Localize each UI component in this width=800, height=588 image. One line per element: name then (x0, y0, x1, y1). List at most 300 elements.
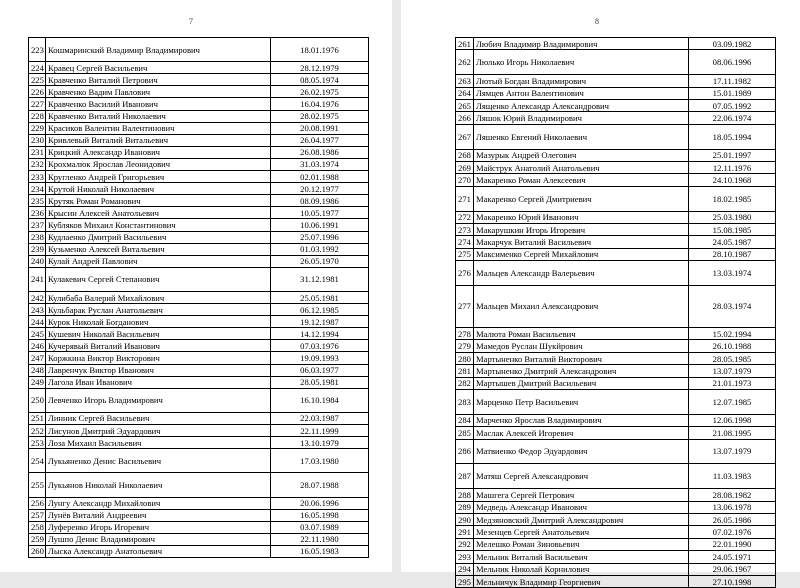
birth-date: 28.03.1974 (689, 285, 776, 327)
birth-date: 07.03.1976 (271, 340, 369, 352)
person-name: Мальцев Михаил Александрович (474, 285, 689, 327)
row-number: 232 (29, 158, 46, 170)
table-row (29, 62, 369, 74)
person-name: Лушпо Денис Владимирович (46, 533, 271, 545)
row-number: 265 (456, 99, 474, 111)
person-name: Кушевич Николай Васильевич (46, 328, 271, 340)
row-number: 237 (29, 219, 46, 231)
table-row (456, 464, 776, 489)
birth-date: 22.01.1990 (689, 538, 776, 550)
table-row (29, 98, 369, 110)
birth-date: 18.02.1985 (689, 186, 776, 211)
row-number: 227 (29, 98, 46, 110)
row-number: 278 (456, 328, 474, 340)
table-row (29, 134, 369, 146)
row-number: 244 (29, 316, 46, 328)
birth-date: 25.05.1981 (271, 291, 369, 303)
person-name: Лютый Богдан Владимирович (474, 75, 689, 87)
row-number: 269 (456, 161, 474, 173)
row-number: 247 (29, 352, 46, 364)
table-row (29, 533, 369, 545)
birth-date: 10.05.1977 (271, 207, 369, 219)
birth-date: 28.05.1981 (271, 376, 369, 388)
table-row (456, 149, 776, 161)
person-name: Макаренко Роман Алексеевич (474, 174, 689, 186)
row-number: 248 (29, 364, 46, 376)
table-row (29, 304, 369, 316)
table-row (456, 340, 776, 352)
table-row (456, 99, 776, 111)
person-name: Кошмаринский Владимир Владимирович (46, 38, 271, 62)
person-name: Мальцев Александр Валерьевич (474, 261, 689, 286)
row-number: 250 (29, 388, 46, 412)
row-number: 254 (29, 449, 46, 473)
person-name: Лунгу Александр Михайлович (46, 497, 271, 509)
row-number: 275 (456, 248, 474, 260)
person-name: Кравченко Вадим Павлович (46, 86, 271, 98)
person-name: Красиков Валентин Валентинович (46, 122, 271, 134)
table-row (456, 551, 776, 563)
birth-date: 28.07.1988 (271, 473, 369, 497)
person-name: Мартыненко Виталий Викторович (474, 352, 689, 364)
person-name: Крицкий Александр Иванович (46, 146, 271, 158)
person-name: Кузьменко Алексей Витальевич (46, 243, 271, 255)
birth-date: 01.03.1992 (271, 243, 369, 255)
person-name: Люлько Игорь Николаевич (474, 50, 689, 75)
table-row (29, 473, 369, 497)
row-number: 258 (29, 521, 46, 533)
document-page-right (401, 0, 800, 587)
person-name: Лукьянов Николай Николаевич (46, 473, 271, 497)
table-row (29, 412, 369, 424)
row-number: 257 (29, 509, 46, 521)
birth-date: 08.06.1996 (689, 50, 776, 75)
birth-date: 07.02.1976 (689, 526, 776, 538)
birth-date: 28.05.1985 (689, 352, 776, 364)
person-list-table (455, 37, 776, 588)
table-row (29, 352, 369, 364)
person-name: Мельничук Владимир Георгиевич (474, 575, 689, 587)
row-number: 226 (29, 86, 46, 98)
row-number: 241 (29, 267, 46, 291)
row-number: 252 (29, 425, 46, 437)
row-number: 288 (456, 489, 474, 501)
row-number: 289 (456, 501, 474, 513)
birth-date: 13.07.1979 (689, 365, 776, 377)
birth-date: 13.10.1979 (271, 437, 369, 449)
table-row (456, 161, 776, 173)
person-name: Ляшок Юрий Владимирович (474, 112, 689, 124)
table-row (456, 112, 776, 124)
table-row (456, 538, 776, 550)
table-row (456, 526, 776, 538)
table-row (29, 74, 369, 86)
table-row (29, 195, 369, 207)
birth-date: 06.03.1977 (271, 364, 369, 376)
row-number: 266 (456, 112, 474, 124)
person-name: Лукьяненко Денис Васильевич (46, 449, 271, 473)
row-number: 292 (456, 538, 474, 550)
birth-date: 28.08.1982 (689, 489, 776, 501)
table-body (29, 38, 369, 558)
person-name: Лисунов Дмитрий Эдуардович (46, 425, 271, 437)
birth-date: 16.05.1998 (271, 509, 369, 521)
table-row (29, 291, 369, 303)
row-number: 259 (29, 533, 46, 545)
table-row (456, 261, 776, 286)
table-row (456, 352, 776, 364)
person-name: Кубляков Михаил Константинович (46, 219, 271, 231)
row-number: 263 (456, 75, 474, 87)
table-row (29, 146, 369, 158)
row-number: 277 (456, 285, 474, 327)
row-number: 295 (456, 575, 474, 587)
person-name: Кулай Андрей Павлович (46, 255, 271, 267)
person-name: Максименко Сергей Михайлович (474, 248, 689, 260)
birth-date: 26.05.1970 (271, 255, 369, 267)
person-name: Кулакевич Сергей Степанович (46, 267, 271, 291)
table-row (29, 316, 369, 328)
birth-date: 25.03.1980 (689, 211, 776, 223)
row-number: 229 (29, 122, 46, 134)
table-row (456, 414, 776, 426)
birth-date: 19.12.1987 (271, 316, 369, 328)
birth-date: 24.05.1987 (689, 236, 776, 248)
birth-date: 28.02.1975 (271, 110, 369, 122)
row-number: 274 (456, 236, 474, 248)
person-name: Майструк Анатолий Анатольевич (474, 161, 689, 173)
row-number: 272 (456, 211, 474, 223)
birth-date: 10.06.1991 (271, 219, 369, 231)
row-number: 245 (29, 328, 46, 340)
table-row (29, 122, 369, 134)
row-number: 243 (29, 304, 46, 316)
birth-date: 08.09.1986 (271, 195, 369, 207)
person-name: Луференко Игорь Игоревич (46, 521, 271, 533)
row-number: 262 (456, 50, 474, 75)
person-name: Лященко Александр Александрович (474, 99, 689, 111)
person-name: Маслак Алексей Игоревич (474, 427, 689, 439)
person-name: Кравченко Виталий Петрович (46, 74, 271, 86)
row-number: 285 (456, 427, 474, 439)
birth-date: 07.05.1992 (689, 99, 776, 111)
person-name: Макаренко Юрий Иванович (474, 211, 689, 223)
person-name: Марценко Петр Васильевич (474, 389, 689, 414)
person-name: Мезенцев Сергей Анатольевич (474, 526, 689, 538)
table-row (29, 231, 369, 243)
birth-date: 26.02.1975 (271, 86, 369, 98)
page-number: 8 (595, 17, 599, 26)
row-number: 294 (456, 563, 474, 575)
table-row (456, 87, 776, 99)
person-name: Лыска Александр Анатольевич (46, 545, 271, 557)
person-name: Кудлаенко Дмитрий Васильевич (46, 231, 271, 243)
person-name: Коржкина Виктор Викторович (46, 352, 271, 364)
row-number: 286 (456, 439, 474, 464)
row-number: 225 (29, 74, 46, 86)
table-row (456, 211, 776, 223)
table-row (29, 425, 369, 437)
person-name: Малюта Роман Васильевич (474, 328, 689, 340)
row-number: 256 (29, 497, 46, 509)
person-name: Марченко Ярослав Владимирович (474, 414, 689, 426)
row-number: 261 (456, 38, 474, 50)
birth-date: 12.11.1976 (689, 161, 776, 173)
birth-date: 13.03.1974 (689, 261, 776, 286)
row-number: 293 (456, 551, 474, 563)
person-name: Медзяновский Дмитрий Александрович (474, 513, 689, 525)
row-number: 273 (456, 223, 474, 235)
row-number: 240 (29, 255, 46, 267)
person-name: Мамедов Руслан Шукйрович (474, 340, 689, 352)
person-name: Линник Сергей Васильевич (46, 412, 271, 424)
row-number: 276 (456, 261, 474, 286)
table-row (456, 236, 776, 248)
birth-date: 29.06.1967 (689, 563, 776, 575)
birth-date: 24.05.1971 (689, 551, 776, 563)
birth-date: 13.06.1978 (689, 501, 776, 513)
row-number: 228 (29, 110, 46, 122)
person-name: Лямцев Антон Валентинович (474, 87, 689, 99)
person-name: Левченко Игорь Владимирович (46, 388, 271, 412)
birth-date: 06.12.1985 (271, 304, 369, 316)
table-row (29, 521, 369, 533)
row-number: 280 (456, 352, 474, 364)
birth-date: 08.05.1974 (271, 74, 369, 86)
table-row (456, 50, 776, 75)
birth-date: 22.06.1974 (689, 112, 776, 124)
row-number: 231 (29, 146, 46, 158)
row-number: 230 (29, 134, 46, 146)
row-number: 233 (29, 171, 46, 183)
table-row (29, 388, 369, 412)
table-row (456, 575, 776, 587)
table-row (29, 328, 369, 340)
person-name: Мельник Виталий Васильевич (474, 551, 689, 563)
person-name: Кравченко Василий Иванович (46, 98, 271, 110)
table-row (456, 389, 776, 414)
table-row (29, 110, 369, 122)
person-name: Макарчук Виталий Васильевич (474, 236, 689, 248)
page-number: 7 (189, 17, 193, 26)
table-row (29, 243, 369, 255)
birth-date: 03.07.1989 (271, 521, 369, 533)
table-row (456, 75, 776, 87)
birth-date: 21.08.1995 (689, 427, 776, 439)
row-number: 290 (456, 513, 474, 525)
table-row (456, 174, 776, 186)
row-number: 239 (29, 243, 46, 255)
birth-date: 25.07.1996 (271, 231, 369, 243)
table-row (456, 124, 776, 149)
table-row (29, 38, 369, 62)
row-number: 255 (29, 473, 46, 497)
birth-date: 13.07.1979 (689, 439, 776, 464)
birth-date: 31.12.1981 (271, 267, 369, 291)
birth-date: 16.04.1976 (271, 98, 369, 110)
table-row (29, 183, 369, 195)
row-number: 270 (456, 174, 474, 186)
table-row (456, 223, 776, 235)
person-name: Макаренко Сергей Дмитриевич (474, 186, 689, 211)
birth-date: 11.03.1983 (689, 464, 776, 489)
person-name: Мелешко Роман Зиновьевич (474, 538, 689, 550)
person-name: Машгега Сергей Петрович (474, 489, 689, 501)
birth-date: 17.03.1980 (271, 449, 369, 473)
person-name: Макарушкин Игорь Игоревич (474, 223, 689, 235)
table-row (456, 501, 776, 513)
person-name: Крутой Николай Николаевич (46, 183, 271, 195)
person-name: Лагола Иван Иванович (46, 376, 271, 388)
row-number: 223 (29, 38, 46, 62)
row-number: 264 (456, 87, 474, 99)
person-name: Мартыненко Дмитрий Александрович (474, 365, 689, 377)
person-name: Матвиенко Федор Эдуардович (474, 439, 689, 464)
person-name: Медведь Александр Иванович (474, 501, 689, 513)
row-number: 234 (29, 183, 46, 195)
birth-date: 16.05.1983 (271, 545, 369, 557)
row-number: 236 (29, 207, 46, 219)
table-row (29, 86, 369, 98)
person-list-table (28, 37, 369, 558)
birth-date: 28.12.1979 (271, 62, 369, 74)
person-name: Ляшенко Евгений Николаевич (474, 124, 689, 149)
person-name: Мазурык Андрей Олегович (474, 149, 689, 161)
table-row (29, 364, 369, 376)
birth-date: 26.04.1977 (271, 134, 369, 146)
table-body (456, 38, 776, 588)
row-number: 238 (29, 231, 46, 243)
table-row (456, 377, 776, 389)
table-row (456, 513, 776, 525)
birth-date: 15.08.1985 (689, 223, 776, 235)
birth-date: 21.01.1973 (689, 377, 776, 389)
birth-date: 12.07.1985 (689, 389, 776, 414)
birth-date: 20.08.1991 (271, 122, 369, 134)
birth-date: 26.10.1988 (689, 340, 776, 352)
person-name: Кульбарак Руслан Анатольевич (46, 304, 271, 316)
birth-date: 25.01.1997 (689, 149, 776, 161)
person-name: Крохмалюк Ярослав Леонидович (46, 158, 271, 170)
birth-date: 19.09.1993 (271, 352, 369, 364)
birth-date: 17.11.1982 (689, 75, 776, 87)
birth-date: 22.11.1980 (271, 533, 369, 545)
row-number: 235 (29, 195, 46, 207)
row-number: 251 (29, 412, 46, 424)
table-row (456, 439, 776, 464)
table-row (29, 545, 369, 557)
birth-date: 02.01.1988 (271, 171, 369, 183)
document-page-left (0, 0, 392, 572)
row-number: 267 (456, 124, 474, 149)
row-number: 249 (29, 376, 46, 388)
table-row (29, 171, 369, 183)
birth-date: 28.10.1987 (689, 248, 776, 260)
row-number: 260 (29, 545, 46, 557)
birth-date: 18.01.1976 (271, 38, 369, 62)
row-number: 224 (29, 62, 46, 74)
row-number: 268 (456, 149, 474, 161)
row-number: 279 (456, 340, 474, 352)
table-row (29, 376, 369, 388)
row-number: 246 (29, 340, 46, 352)
birth-date: 24.10.1968 (689, 174, 776, 186)
birth-date: 27.10.1998 (689, 575, 776, 587)
person-name: Матяш Сергей Александрович (474, 464, 689, 489)
birth-date: 31.03.1974 (271, 158, 369, 170)
table-row (29, 497, 369, 509)
person-name: Любич Владимир Владимирович (474, 38, 689, 50)
row-number: 283 (456, 389, 474, 414)
row-number: 282 (456, 377, 474, 389)
person-name: Мартышев Дмитрий Васильевич (474, 377, 689, 389)
person-name: Кривлевый Виталий Витальевич (46, 134, 271, 146)
table-row (29, 207, 369, 219)
person-name: Лавренчук Виктор Иванович (46, 364, 271, 376)
table-row (456, 328, 776, 340)
birth-date: 20.12.1977 (271, 183, 369, 195)
person-name: Кулибаба Валерий Михайлович (46, 291, 271, 303)
birth-date: 16.10.1984 (271, 388, 369, 412)
person-name: Лоза Михаил Васильевич (46, 437, 271, 449)
table-row (456, 563, 776, 575)
table-row (456, 427, 776, 439)
table-row (29, 219, 369, 231)
row-number: 284 (456, 414, 474, 426)
birth-date: 15.02.1994 (689, 328, 776, 340)
table-row (456, 489, 776, 501)
table-row (456, 38, 776, 50)
table-row (29, 437, 369, 449)
person-name: Крысин Алексей Анатольевич (46, 207, 271, 219)
birth-date: 12.06.1998 (689, 414, 776, 426)
birth-date: 22.11.1999 (271, 425, 369, 437)
person-name: Крутяк Роман Романович (46, 195, 271, 207)
row-number: 281 (456, 365, 474, 377)
row-number: 242 (29, 291, 46, 303)
person-name: Кругленко Андрей Григорьевич (46, 171, 271, 183)
row-number: 271 (456, 186, 474, 211)
person-name: Мельник Николай Корнилович (474, 563, 689, 575)
person-name: Кравченко Виталий Николаевич (46, 110, 271, 122)
row-number: 253 (29, 437, 46, 449)
table-row (29, 340, 369, 352)
table-row (29, 267, 369, 291)
table-row (456, 365, 776, 377)
person-name: Кравец Сергей Васильевич (46, 62, 271, 74)
table-row (29, 158, 369, 170)
table-row (29, 449, 369, 473)
birth-date: 26.08.1986 (271, 146, 369, 158)
table-row (456, 186, 776, 211)
birth-date: 18.05.1994 (689, 124, 776, 149)
birth-date: 14.12.1994 (271, 328, 369, 340)
table-row (29, 255, 369, 267)
table-row (29, 509, 369, 521)
person-name: Курок Николай Богданович (46, 316, 271, 328)
person-name: Кучерявый Виталий Иванович (46, 340, 271, 352)
birth-date: 03.09.1982 (689, 38, 776, 50)
row-number: 291 (456, 526, 474, 538)
table-row (456, 248, 776, 260)
birth-date: 15.01.1989 (689, 87, 776, 99)
birth-date: 22.03.1987 (271, 412, 369, 424)
row-number: 287 (456, 464, 474, 489)
person-name: Лунёв Виталий Андреевич (46, 509, 271, 521)
birth-date: 26.05.1986 (689, 513, 776, 525)
table-row (456, 285, 776, 327)
birth-date: 20.06.1996 (271, 497, 369, 509)
